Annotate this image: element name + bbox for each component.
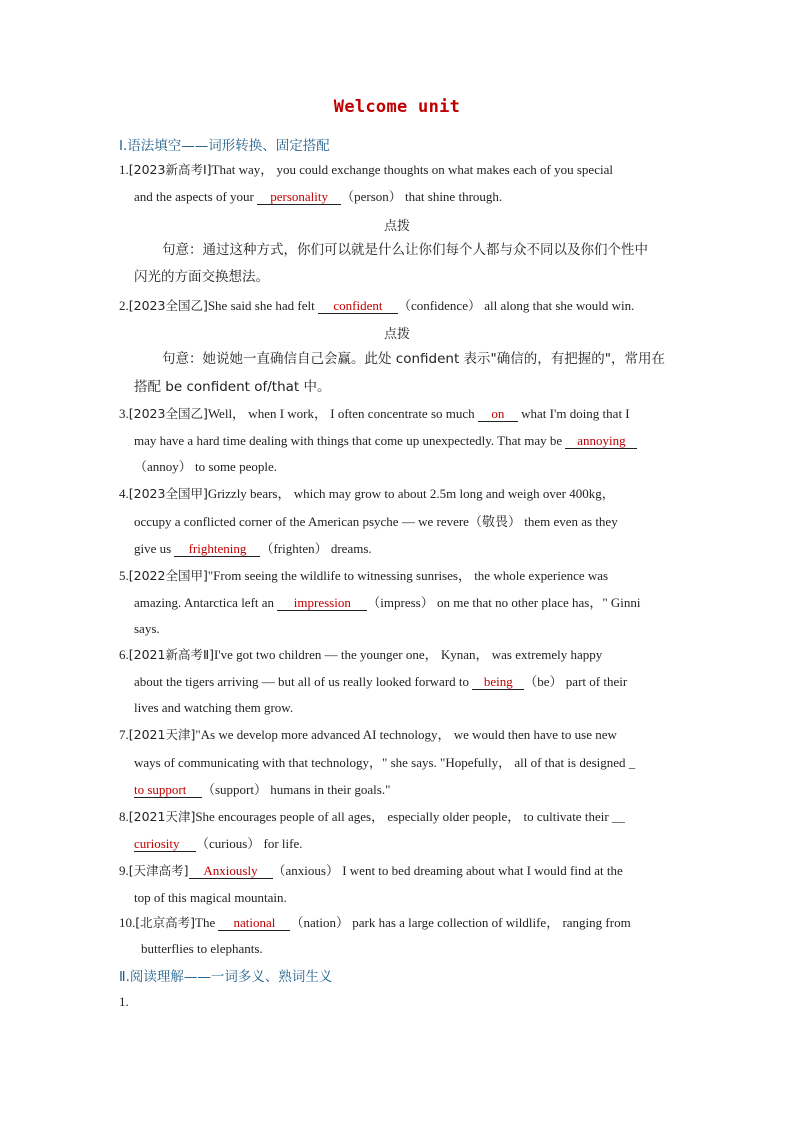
question-source: [天津高考] [128,863,189,878]
answer-blank: personality [257,189,341,205]
hint-label: 点拨 [383,219,410,234]
answer-blank: on [478,406,518,422]
hint-meaning-line-1: 句意：通过这种方式，你们可以就是什么让你们每个人都与众不同以及你们个性中 [162,242,648,258]
question-7-line-2: ways of communicating with that technology，" she says. "Hopefully， all of that is designed _ [134,755,636,770]
question-text: （be） part of their [524,674,628,689]
question-number: 2. [119,298,129,313]
question-6-line-3: lives and watching them grow. [134,700,294,715]
question-number: 1. [119,162,129,177]
question-text: "From seeing the wildlife to witnessing sunrises， the whole experience was [207,568,609,583]
hint-label: 点拨 [383,327,410,342]
question-5-line-2 [134,594,641,612]
question-source: [2021天津] [128,727,196,742]
question-number: 5. [119,568,129,583]
question-source: [2022全国甲] [128,568,208,583]
question-number: 9. [119,863,129,878]
question-5-line-3: says. [134,621,160,636]
hint-meaning-line-1: 句意：她说她一直确信自己会赢。此处 confident 表示"确信的，有把握的"，常用在 [162,351,665,367]
question-6-line-1 [119,646,602,664]
question-number: 8. [119,809,129,824]
question-text: （support） humans in their goals." [202,782,391,797]
question-text: what I'm doing that I [517,406,630,421]
question-1-line-2 [134,188,502,206]
question-source: [2021天津] [128,809,196,824]
answer-blank: annoying [565,433,637,449]
question-7-line-1 [119,726,617,744]
question-2-line-1 [119,297,634,315]
question-source: [北京高考] [135,915,196,930]
page-title: Welcome unit [333,97,461,117]
question-source: [2023新高考Ⅰ] [128,162,212,177]
question-text: and the aspects of your [134,189,258,204]
answer-blank: being [472,674,524,690]
answer-blank: to support [134,782,202,798]
question-3-line-2 [134,432,637,450]
question-4-line-1 [119,485,615,503]
question-text: I've got two children — the younger one， Kynan， was extremely happy [213,647,603,662]
question-7-line-3 [134,781,390,799]
question-text: give us [134,541,175,556]
question-source: [2023全国乙] [128,298,208,313]
question-text: （frighten） dreams. [260,541,372,556]
question-3-line-1 [119,405,630,423]
answer-blank: national [218,915,290,931]
answer-blank: frightening [174,541,260,557]
question-text: （person） that shine through. [341,189,503,204]
question-text: Grizzly bears， which may grow to about 2.5m long and weigh over 400kg， [207,486,615,501]
hint-meaning-line-2: 搭配 be confident of/that 中。 [134,379,331,395]
question-number: 3. [119,406,129,421]
section-heading-reading: Ⅱ.阅读理解——一词多义、熟词生义 [119,969,333,985]
question-text: She said she had felt [207,298,318,313]
question-number: 10. [119,915,136,930]
question-1-line-1 [119,161,613,179]
question-source: [2023全国甲] [128,486,208,501]
question-text: （curious） for life. [196,836,303,851]
answer-blank: confident [318,298,398,314]
question-text: "As we develop more advanced AI technology， we would then have to use new [195,727,617,742]
answer-blank: impression [277,595,367,611]
question-text: （confidence） all along that she would win. [397,298,635,313]
question-text: That way， you could exchange thoughts on what makes each of you special [211,162,613,177]
answer-blank: Anxiously [189,863,273,879]
question-10-line-1 [119,914,631,932]
question-source: [2023全国乙] [128,406,208,421]
question-text: She encourages people of all ages， especially older people， to cultivate their __ [195,809,625,824]
section-heading-grammar: Ⅰ.语法填空——词形转换、固定搭配 [119,138,330,154]
question-3-line-3: （annoy） to some people. [134,459,277,474]
question-text: may have a hard time dealing with things that come up unexpectedly. That may be [134,433,566,448]
question-9-line-2: top of this magical mountain. [134,890,287,905]
question-10-line-2: butterflies to elephants. [141,941,263,956]
hint-meaning-line-2: 闪光的方面交换想法。 [134,269,269,285]
question-text: （nation） park has a large collection of wildlife， ranging from [290,915,631,930]
question-8-line-2 [134,835,303,853]
question-number: 7. [119,727,129,742]
question-text: The [195,915,219,930]
question-text: （impress） on me that no other place has，" Ginni [367,595,641,610]
question-text: Well， when I work， I often concentrate so much [207,406,478,421]
question-number: 6. [119,647,129,662]
question-text: about the tigers arriving — but all of us really looked forward to [134,674,473,689]
question-5-line-1 [119,567,608,585]
reading-question-1-number: 1. [119,994,129,1009]
question-8-line-1 [119,808,625,826]
question-9-line-1 [119,862,623,880]
question-6-line-2 [134,673,627,691]
question-4-line-2: occupy a conflicted corner of the American psyche — we revere（敬畏） them even as they [134,514,618,529]
question-number: 4. [119,486,129,501]
question-text: （anxious） I went to bed dreaming about what I would find at the [272,863,623,878]
question-text: amazing. Antarctica left an [134,595,278,610]
question-4-line-3 [134,540,372,558]
answer-blank: curiosity [134,836,196,852]
question-source: [2021新高考Ⅱ] [128,647,214,662]
